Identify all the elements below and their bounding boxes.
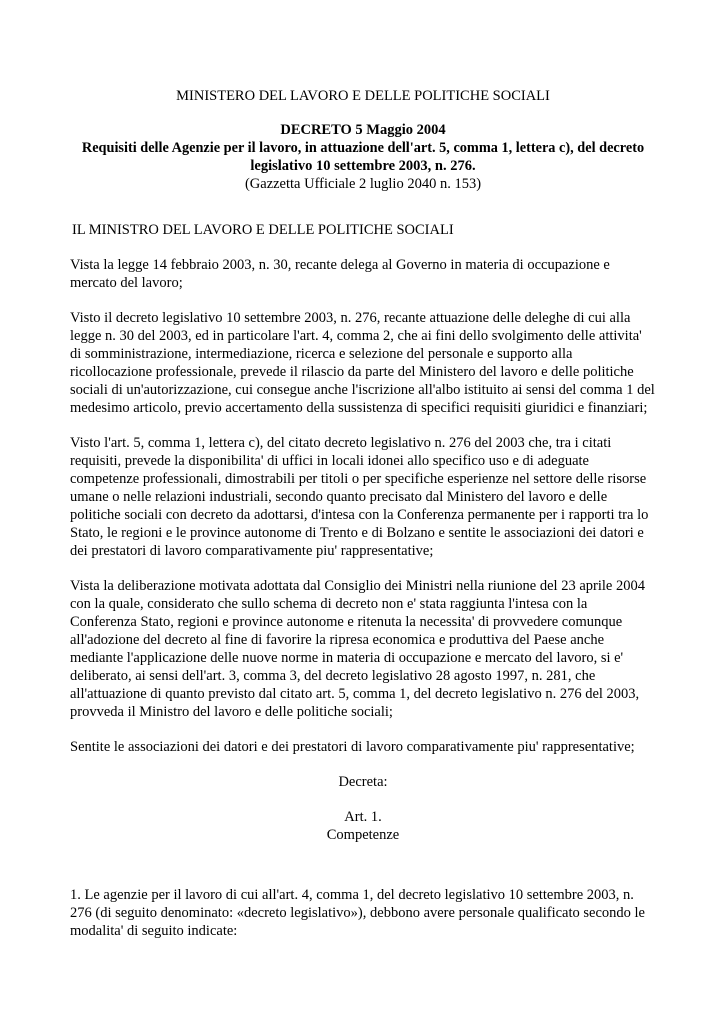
preamble-paragraph-4: Vista la deliberazione motivata adottata dal Consiglio dei Ministri nella riunione del 23 aprile 2004 con la quale, considerato che sullo schema di decreto non e' stata raggiunta l'intesa con la Conferenza Stato, regioni e province autonome e ritenuta la necessita' di provvedere comunque all'adozione del decreto al fine di favorire la ripresa economica e produttiva del Paese anche mediante l'applicazione delle nuove norme in materia di occupazione e mercato del lavoro, si e' deliberato, ai sensi dell'art. 3, comma 3, del decreto legislativo 28 agosto 1997, n. 281, che all'attuazione di quanto previsto dal citato art. 5, comma 1, del decreto legislativo n. 276 del 2003, provveda il Ministro del lavoro e delle politiche sociali; <box>70 578 645 720</box>
preamble-paragraph-1: Vista la legge 14 febbraio 2003, n. 30, recante delega al Governo in materia di occupazione e mercato del lavoro; <box>70 257 610 291</box>
gazette-reference: (Gazzetta Ufficiale 2 luglio 2040 n. 153) <box>244 176 482 192</box>
minister-heading: IL MINISTRO DEL LAVORO E DELLE POLITICHE SOCIALI <box>72 222 454 238</box>
preamble-paragraph-5: Sentite le associazioni dei datori e dei prestatori di lavoro comparativamente piu' rappresentative; <box>70 739 635 755</box>
preamble-paragraph-2: Visto il decreto legislativo 10 settembre 2003, n. 276, recante attuazione delle deleghe di cui alla legge n. 30 del 2003, ed in particolare l'art. 4, comma 2, che ai fini dello svolgimento delle attivita' di somministrazione, intermediazione, ricerca e selezione del personale e supporto alla ricollocazione professionale, prevede il rilascio da parte del Ministero del lavoro e delle politiche sociali di un'autorizzazione, cui consegue anche l'iscrizione all'albo istituito ai sensi del comma 1 del medesimo articolo, previo accertamento della sussistenza di specifici requisiti giuridici e finanziari; <box>70 310 655 416</box>
article-number: Art. 1. <box>344 809 382 825</box>
decree-title: DECRETO 5 Maggio 2004 <box>280 122 446 138</box>
preamble-paragraph-3: Visto l'art. 5, comma 1, lettera c), del citato decreto legislativo n. 276 del 2003 che, tra i citati requisiti, prevede la disponibilita' di uffici in locali idonei allo specifico uso e di adeguate competenze professionali, dimostrabili per titoli o per specifiche esperienze nel settore delle risorse umane o nelle relazioni industriali, secondo quanto precisato dal Ministero del lavoro e delle politiche sociali con decreto da adottarsi, d'intesa con la Conferenza permanente per i rapporti tra lo Stato, le regioni e le province autonome di Trento e di Bolzano e sentite le associazioni dei datori e dei prestatori di lavoro comparativamente piu' rappresentative; <box>70 435 649 559</box>
decree-subject-line-2: legislativo 10 settembre 2003, n. 276. <box>250 158 476 174</box>
decree-header <box>70 121 656 193</box>
article-title: Competenze <box>326 827 400 843</box>
decree-subject-line-1: Requisiti delle Agenzie per il lavoro, in attuazione dell'art. 5, comma 1, lettera c), del decreto <box>81 140 645 156</box>
decree-body <box>70 221 656 957</box>
ministry-header: MINISTERO DEL LAVORO E DELLE POLITICHE SOCIALI <box>176 88 550 104</box>
article-heading <box>70 808 656 844</box>
decreta-heading: Decreta: <box>338 774 388 790</box>
article-paragraph-1: 1. Le agenzie per il lavoro di cui all'art. 4, comma 1, del decreto legislativo 10 settembre 2003, n. 276 (di seguito denominato: «decreto legislativo»), debbono avere personale qualificato secondo le modalita' di seguito indicate: <box>70 887 645 939</box>
